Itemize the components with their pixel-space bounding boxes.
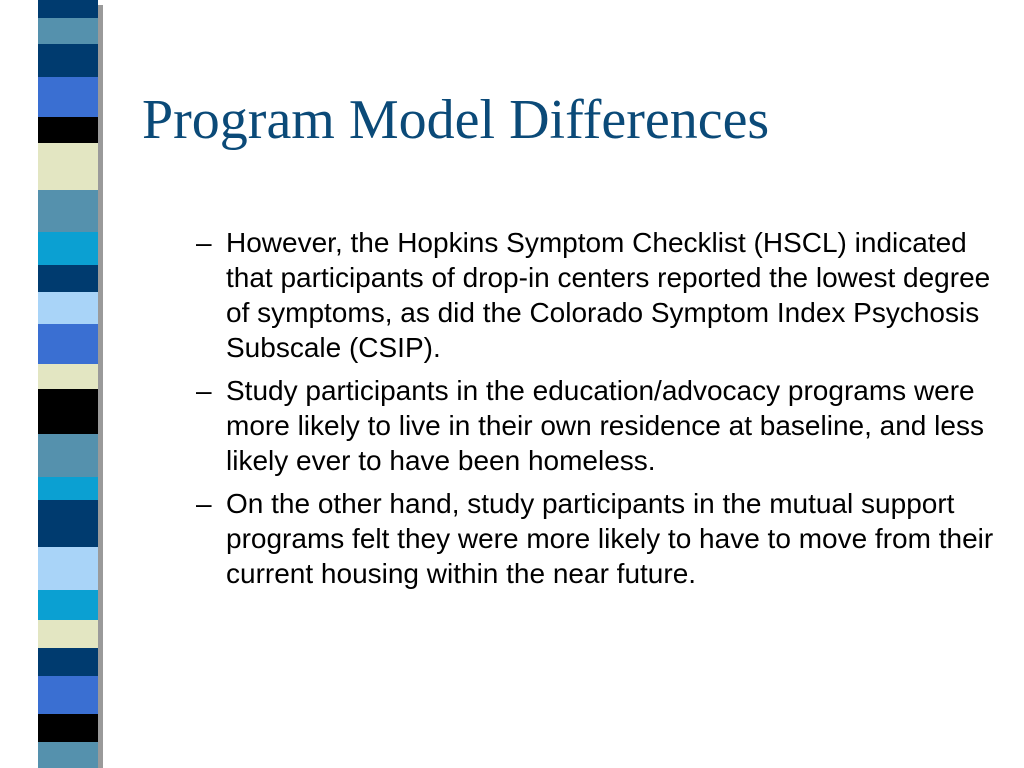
- stripe: [38, 648, 98, 676]
- bullet-item: [196, 225, 996, 365]
- stripe: [38, 364, 98, 389]
- stripe: [38, 265, 98, 292]
- stripe: [38, 77, 98, 117]
- stripe: [38, 590, 98, 620]
- stripe: [38, 477, 98, 500]
- stripe: [38, 143, 98, 190]
- stripe: [38, 547, 98, 590]
- stripe: [38, 292, 98, 324]
- stripe: [38, 620, 98, 648]
- stripe: [38, 18, 98, 44]
- bullet-text: However, the Hopkins Symptom Checklist (HSCL) indicated that participants of drop-in centers reported the lowest degree of symptoms, as did the Colorado Symptom Index Psychosis Subscale (CSIP).: [226, 227, 991, 363]
- bullet-text: Study participants in the education/advocacy programs were more likely to live in their own residence at baseline, and less likely ever to have been homeless.: [226, 375, 984, 476]
- stripe: [38, 0, 98, 18]
- stripe: [38, 117, 98, 143]
- bullet-list: [196, 225, 996, 599]
- stripe: [38, 190, 98, 232]
- stripe: [38, 742, 98, 768]
- stripe: [38, 714, 98, 742]
- bullet-item: [196, 373, 996, 478]
- bullet-text: On the other hand, study participants in the mutual support programs felt they were more likely to have to move from their current housing within the near future.: [226, 488, 994, 589]
- decorative-stripe-bar: [38, 0, 98, 768]
- stripe: [38, 232, 98, 265]
- slide-title: Program Model Differences: [142, 89, 770, 151]
- bullet-dash: –: [196, 488, 212, 519]
- bullet-dash: –: [196, 227, 212, 258]
- stripe: [38, 389, 98, 434]
- stripe: [38, 500, 98, 547]
- stripe: [38, 434, 98, 477]
- stripe: [38, 676, 98, 714]
- bullet-dash: –: [196, 375, 212, 406]
- stripe: [38, 44, 98, 77]
- bullet-item: [196, 486, 996, 591]
- stripe: [38, 324, 98, 364]
